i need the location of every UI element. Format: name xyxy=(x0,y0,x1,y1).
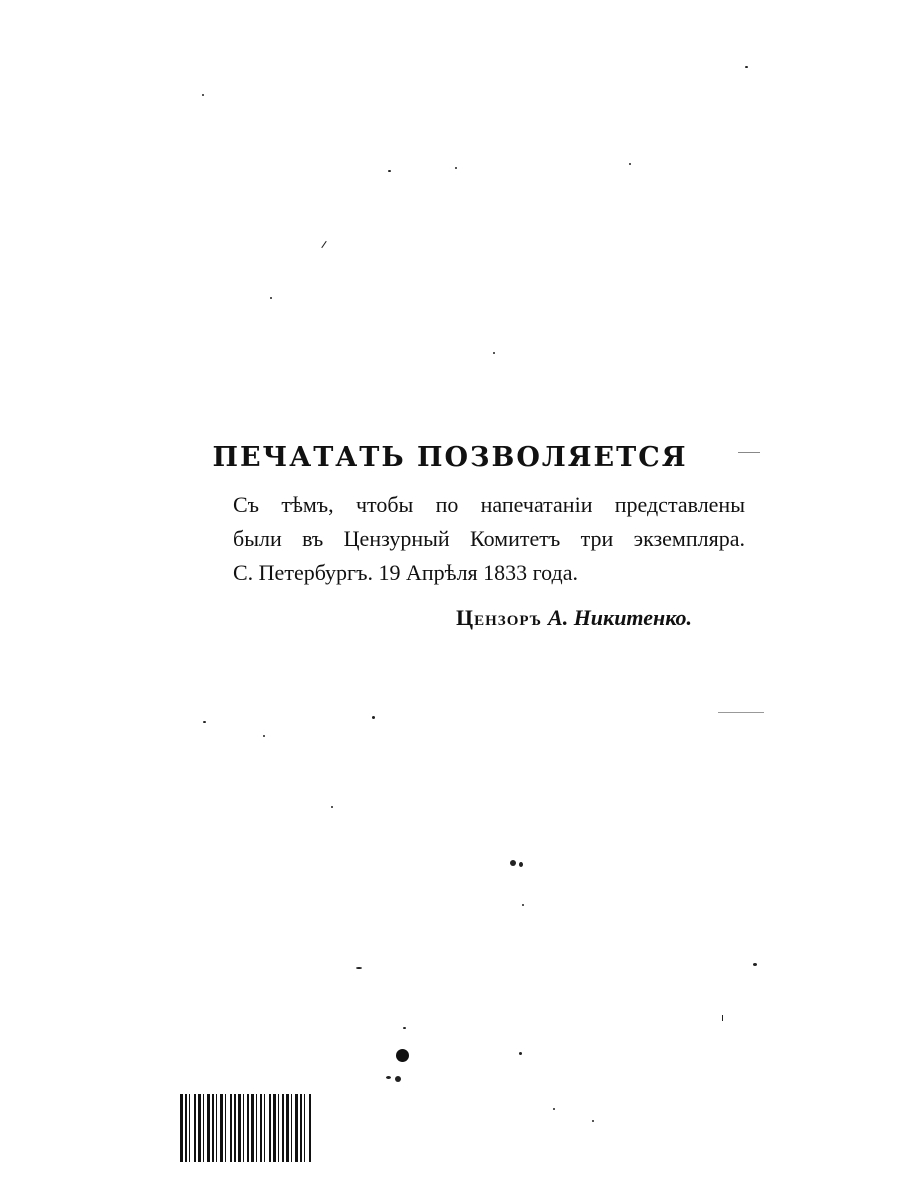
speck xyxy=(321,241,326,248)
speck xyxy=(519,862,523,867)
speck xyxy=(403,1027,406,1029)
barcode-bar xyxy=(203,1094,204,1162)
barcode-bar xyxy=(256,1094,257,1162)
speck xyxy=(396,1049,409,1062)
speck xyxy=(356,967,362,969)
barcode-bar xyxy=(309,1094,311,1162)
barcode-bar xyxy=(251,1094,254,1162)
speck xyxy=(553,1108,555,1110)
barcode-bar xyxy=(273,1094,276,1162)
barcode-bar xyxy=(234,1094,236,1162)
body-text-line-3: С. Петербургъ. 19 Апрѣля 1833 года. xyxy=(233,560,578,585)
speck xyxy=(493,352,495,354)
barcode-bar xyxy=(260,1094,262,1162)
barcode-bar xyxy=(278,1094,279,1162)
speck xyxy=(388,170,391,172)
speck xyxy=(738,452,760,453)
barcode-bar xyxy=(286,1094,289,1162)
barcode-bar xyxy=(243,1094,244,1162)
barcode-bar xyxy=(212,1094,214,1162)
barcode-bar xyxy=(238,1094,241,1162)
speck xyxy=(386,1076,391,1079)
barcode-bar xyxy=(295,1094,298,1162)
speck xyxy=(629,163,631,165)
speck xyxy=(203,721,206,723)
speck xyxy=(395,1076,401,1082)
speck xyxy=(202,94,204,96)
body-text-line-2: были въ Цензурный Комитетъ три экземпляра. xyxy=(233,526,745,551)
barcode-bar xyxy=(291,1094,292,1162)
speck xyxy=(455,167,457,169)
barcode-image xyxy=(180,1094,416,1162)
barcode-bar xyxy=(185,1094,187,1162)
speck xyxy=(753,963,757,966)
barcode-bar xyxy=(194,1094,196,1162)
signature-name: А. Никитенко. xyxy=(548,605,693,630)
barcode-bar xyxy=(230,1094,232,1162)
speck xyxy=(263,735,265,737)
barcode-bar xyxy=(264,1094,265,1162)
speck xyxy=(372,716,375,719)
barcode-bar xyxy=(198,1094,201,1162)
barcode-bar xyxy=(247,1094,249,1162)
barcode-bar xyxy=(225,1094,226,1162)
speck xyxy=(519,1052,522,1055)
barcode-bar xyxy=(269,1094,271,1162)
barcode-bar xyxy=(216,1094,217,1162)
speck xyxy=(331,806,333,808)
speck xyxy=(510,860,516,866)
speck xyxy=(270,297,272,299)
barcode-bar xyxy=(300,1094,302,1162)
speck xyxy=(718,712,764,713)
barcode-bar xyxy=(282,1094,284,1162)
barcode-bar xyxy=(207,1094,210,1162)
barcode-bar xyxy=(304,1094,305,1162)
signature-label: Цензоръ xyxy=(456,605,543,630)
barcode-bar xyxy=(189,1094,190,1162)
censor-signature xyxy=(456,603,692,633)
body-text-line-1: Съ тѣмъ, чтобы по напечатаніи представлены xyxy=(233,492,745,517)
speck xyxy=(522,904,524,906)
speck xyxy=(592,1120,594,1122)
page-heading: ПЕЧАТАТЬ ПОЗВОЛЯЕТСЯ xyxy=(212,442,688,473)
barcode-bar xyxy=(180,1094,183,1162)
barcode-bar xyxy=(220,1094,223,1162)
speck xyxy=(722,1015,723,1021)
speck xyxy=(745,66,748,68)
